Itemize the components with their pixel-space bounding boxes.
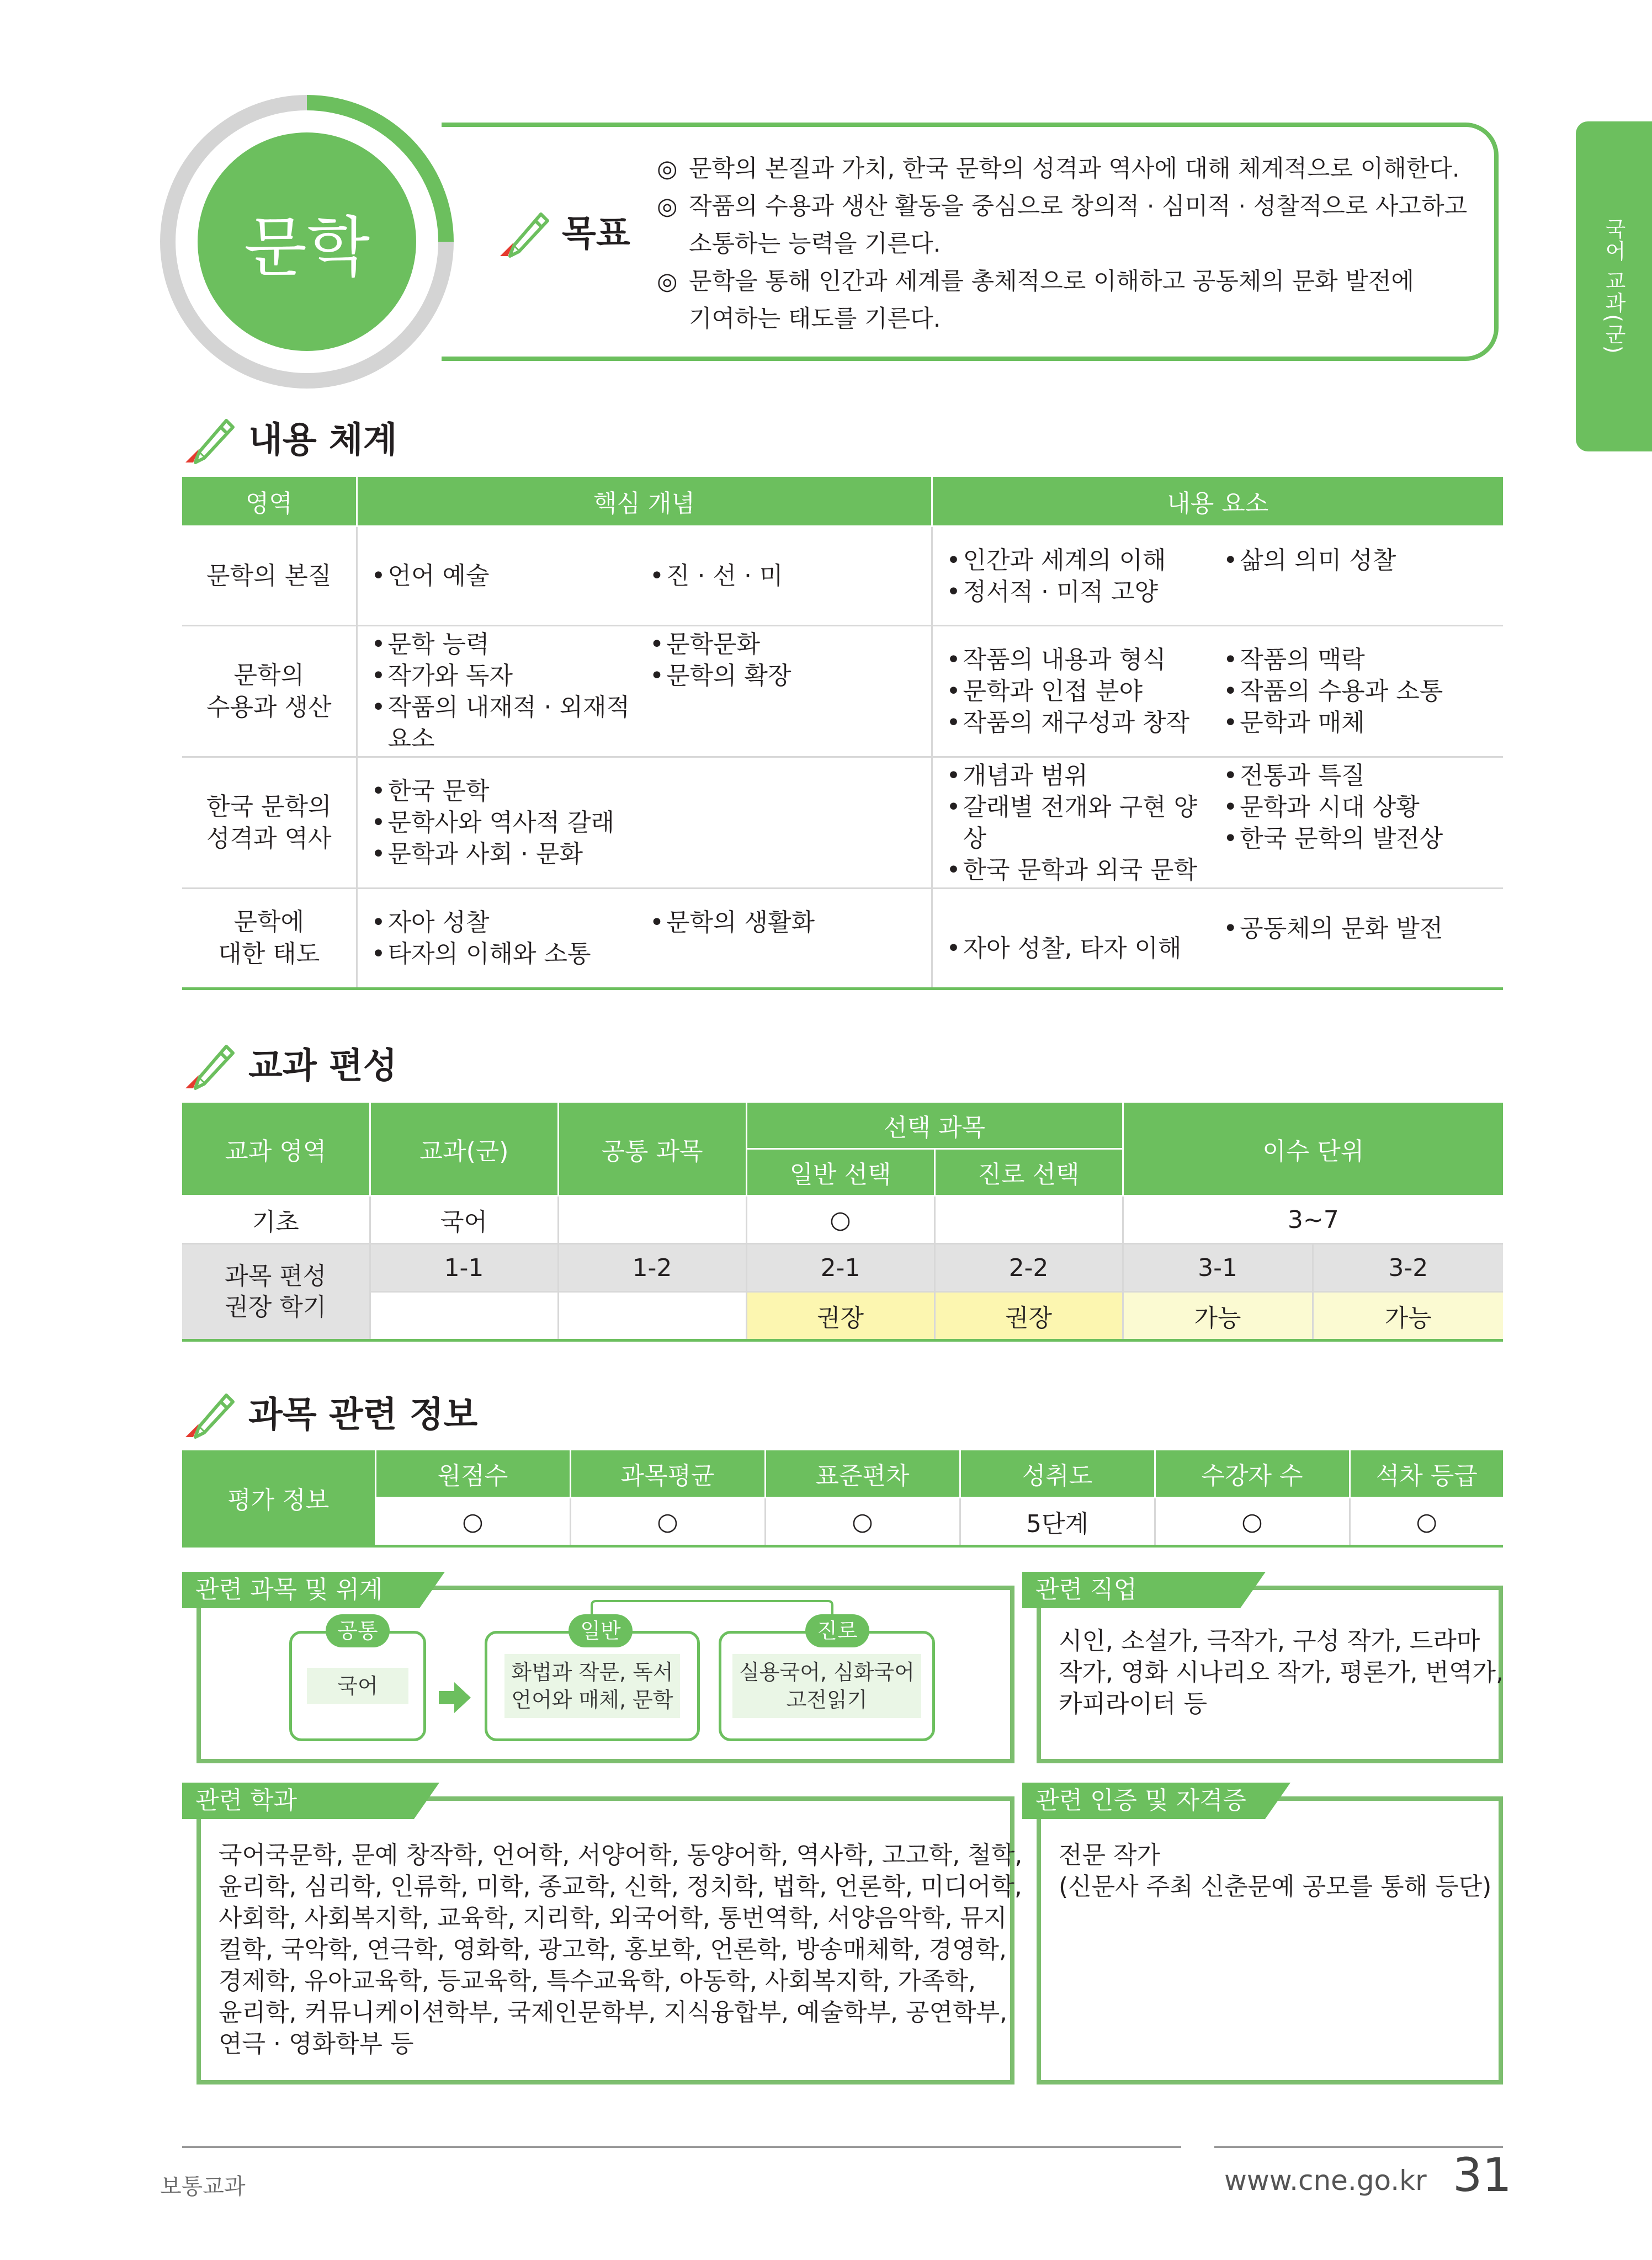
- bullet-list: [371, 560, 645, 592]
- bullet-text: 문학사와 역사적 갈래: [387, 809, 615, 837]
- bullet-marker: •: [1223, 793, 1238, 821]
- bullet-list: [1223, 760, 1495, 886]
- content-elements: [932, 626, 1503, 757]
- header-subject-area: 교과 영역: [182, 1103, 370, 1196]
- bullet-marker: •: [946, 934, 961, 963]
- dept-line: 윤리학, 커뮤니케이션학부, 국제인문학부, 지식융합부, 예술학부, 공연학부,: [219, 1998, 1007, 2027]
- bullet-text: 자아 성찰: [387, 908, 490, 937]
- content-core-grid: [358, 629, 931, 754]
- bullet-item: [947, 545, 1218, 576]
- content-row: [182, 626, 1503, 757]
- header-core: 핵심 개념: [357, 477, 932, 527]
- dept-line: 컬학, 국악학, 연극학, 영화학, 광고학, 홍보학, 언론학, 방송매체학, 경영학,: [219, 1935, 1007, 1964]
- area-line: 문학의 본질: [206, 561, 332, 590]
- arrow-right-icon: [439, 1682, 472, 1713]
- bullet-item: [947, 676, 1218, 707]
- pencil-icon: [182, 1035, 237, 1091]
- bullet-list: [650, 629, 923, 754]
- content-elements: [932, 757, 1503, 889]
- header-general-elective: 일반 선택: [746, 1149, 934, 1196]
- common-label: 공통: [326, 1614, 390, 1647]
- bullet-marker: •: [946, 761, 961, 790]
- cell-subject-group: 국어: [370, 1196, 558, 1244]
- bullet-item: [650, 907, 923, 938]
- bullet-marker: •: [1223, 546, 1238, 575]
- eval-header: 성취도: [960, 1450, 1155, 1498]
- general-label: 일반: [569, 1614, 633, 1647]
- general-course-line: 화법과 작문, 독서: [511, 1660, 673, 1684]
- bullet-marker: •: [371, 940, 386, 968]
- content-elements-grid: [933, 760, 1503, 886]
- content-area: [182, 757, 357, 889]
- job-line: 카피라이터 등: [1059, 1690, 1208, 1718]
- bullet-text: 작품의 내용과 형식: [963, 646, 1166, 674]
- bullet-text: 작품의 재구성과 창작: [963, 709, 1190, 737]
- bullet-text: 문학과 시대 상황: [1240, 793, 1420, 821]
- bullet-marker: •: [946, 646, 961, 674]
- bullet-item: [371, 838, 645, 870]
- cell-recommend: [370, 1292, 558, 1341]
- bullet-list: [650, 775, 923, 870]
- bullet-marker: •: [650, 661, 664, 690]
- cell-common: [558, 1196, 746, 1244]
- bullet-text: 문학과 인접 분야: [963, 677, 1143, 705]
- related-jobs-title: 관련 직업: [1022, 1572, 1240, 1608]
- goal-marker: ◎: [657, 193, 678, 220]
- goal-line: 문학의 본질과 가치, 한국 문학의 성격과 역사에 대해 체계적으로 이해한다.: [689, 155, 1460, 183]
- bullet-item: [650, 660, 923, 692]
- bullet-item: [371, 775, 645, 807]
- bullet-marker: •: [946, 709, 961, 737]
- bullet-item: [1223, 791, 1495, 823]
- cell-semester: 1-1: [370, 1244, 558, 1292]
- goal-item: [657, 188, 1479, 263]
- bullet-item: [947, 933, 1218, 964]
- subject-title: 문학: [198, 132, 416, 351]
- eval-header: 과목평균: [570, 1450, 765, 1498]
- general-courses: [504, 1654, 679, 1718]
- cell-recommend: 권장: [934, 1292, 1123, 1341]
- bullet-list: [947, 933, 1218, 964]
- bullet-item: [371, 692, 645, 754]
- content-elements: [932, 889, 1503, 989]
- bullet-text: 문학의 확장: [666, 661, 792, 690]
- bullet-marker: •: [650, 630, 664, 658]
- cert-line: (신문사 주최 신춘문예 공모를 통해 등단): [1059, 1873, 1492, 1901]
- content-core: [357, 757, 932, 889]
- bullet-item: [947, 644, 1218, 676]
- footer-url[interactable]: www.cne.go.kr: [1224, 2165, 1427, 2197]
- area-line: 문학에: [233, 908, 304, 936]
- cell-recommend: [558, 1292, 746, 1341]
- bullet-item: [947, 707, 1218, 738]
- dept-line: 연극 · 영화학부 등: [219, 2030, 414, 2058]
- bullet-text: 공동체의 문화 발전: [1240, 914, 1443, 943]
- bullet-marker: •: [1223, 914, 1238, 943]
- evaluation-table: [182, 1450, 1503, 1548]
- general-course-line: 언어와 매체, 문학: [511, 1688, 673, 1712]
- bullet-text: 갈래별 전개와 구현 양상: [963, 793, 1197, 853]
- bullet-text: 개념과 범위: [963, 761, 1088, 790]
- bullet-list: [947, 760, 1218, 886]
- eval-value: ○: [1155, 1498, 1350, 1546]
- area-line: 성격과 역사: [206, 824, 332, 853]
- cell-recommend: 가능: [1123, 1292, 1313, 1341]
- career-course-line: 고전읽기: [786, 1688, 868, 1712]
- career-courses: [732, 1654, 921, 1718]
- bullet-text: 정서적 · 미적 고양: [963, 577, 1158, 606]
- bullet-marker: •: [1223, 824, 1238, 853]
- bullet-marker: •: [946, 577, 961, 606]
- eval-label: 평가 정보: [182, 1450, 375, 1546]
- section-title-info: [182, 1384, 478, 1439]
- bullet-text: 문학 능력: [387, 630, 490, 658]
- common-course: 국어: [307, 1668, 408, 1704]
- cell-semester-label: [182, 1244, 370, 1341]
- bullet-marker: •: [1223, 761, 1238, 790]
- pencil-icon: [497, 203, 552, 258]
- pencil-icon: [182, 1384, 237, 1439]
- bullet-text: 문학과 매체: [1240, 709, 1365, 737]
- bullet-marker: •: [1223, 646, 1238, 674]
- section-title-text: 과목 관련 정보: [248, 1395, 478, 1435]
- eval-header: 수강자 수: [1155, 1450, 1350, 1498]
- bullet-marker: •: [1223, 677, 1238, 705]
- dept-line: 국어국문학, 문예 창작학, 언어학, 서양어학, 동양어학, 역사학, 고고학, 철학,: [219, 1841, 1023, 1869]
- semester-label-line: 과목 편성: [225, 1262, 327, 1290]
- bullet-marker: •: [371, 840, 386, 868]
- dept-line: 사회학, 사회복지학, 교육학, 지리학, 외국어학, 통번역학, 서양음악학, 뮤지: [219, 1904, 1007, 1932]
- bullet-text: 문학문화: [666, 630, 761, 658]
- bullet-item: [947, 760, 1218, 791]
- cell-recommend: 가능: [1313, 1292, 1503, 1341]
- bullet-list: [371, 775, 645, 870]
- bullet-item: [371, 560, 645, 592]
- career-label: 진로: [805, 1614, 869, 1647]
- bullet-list: [1223, 644, 1495, 738]
- related-certifications-text: [1059, 1839, 1491, 1902]
- common-course-box: [289, 1631, 426, 1741]
- footer-section-name: 보통교과: [160, 2174, 246, 2199]
- bullet-list: [371, 907, 645, 970]
- header-elective-course: 선택 과목: [746, 1103, 1123, 1149]
- bullet-text: 삶의 의미 성찰: [1240, 546, 1396, 575]
- related-departments-text: [219, 1839, 1022, 2060]
- bullet-marker: •: [371, 630, 386, 658]
- org-row-recommend: [182, 1292, 1503, 1341]
- area-line: 대한 태도: [218, 940, 320, 968]
- bullet-list: [1223, 913, 1495, 964]
- bullet-marker: •: [650, 562, 664, 590]
- section-title-text: 교과 편성: [248, 1046, 397, 1087]
- semester-label-line: 권장 학기: [225, 1293, 327, 1321]
- bullet-text: 문학과 사회 · 문화: [387, 840, 583, 868]
- bullet-text: 자아 성찰, 타자 이해: [963, 934, 1182, 963]
- content-row: [182, 889, 1503, 989]
- bullet-text: 작품의 내재적 · 외재적 요소: [387, 693, 630, 753]
- org-header-row: [182, 1103, 1503, 1149]
- bullet-item: [1223, 760, 1495, 791]
- bullet-text: 언어 예술: [387, 562, 490, 590]
- content-core-grid: [358, 560, 931, 592]
- bullet-list: [650, 907, 923, 970]
- bullet-item: [650, 629, 923, 660]
- cell-semester: 2-2: [934, 1244, 1123, 1292]
- content-row: [182, 757, 1503, 889]
- content-core-grid: [358, 775, 931, 870]
- dept-line: 윤리학, 심리학, 인류학, 미학, 종교학, 신학, 정치학, 법학, 언론학, 미디어학,: [219, 1873, 1022, 1901]
- content-row: [182, 527, 1503, 626]
- bullet-text: 진 · 선 · 미: [666, 562, 783, 590]
- eval-value: ○: [570, 1498, 765, 1546]
- bullet-item: [1223, 823, 1495, 854]
- content-elements-grid: [933, 644, 1503, 738]
- bullet-item: [371, 807, 645, 838]
- header-elements: 내용 요소: [932, 477, 1503, 527]
- bullet-marker: •: [946, 546, 961, 575]
- bullet-item: [1223, 913, 1495, 944]
- bullet-text: 한국 문학의 발전상: [1240, 824, 1443, 853]
- area-line: 수용과 생산: [206, 693, 332, 721]
- goal-line: 소통하는 능력을 기른다.: [689, 230, 941, 258]
- related-jobs-text: [1059, 1625, 1504, 1720]
- goal-item: [657, 150, 1479, 188]
- bullet-marker: •: [946, 855, 961, 884]
- area-line: 한국 문학의: [206, 792, 332, 821]
- cell-semester: 3-1: [1123, 1244, 1313, 1292]
- area-line: 문학의: [233, 661, 304, 689]
- goal-line: 작품의 수용과 생산 활동을 중심으로 창의적 · 심미적 · 성찰적으로 사고하고: [689, 193, 1468, 220]
- cell-general: ○: [746, 1196, 934, 1244]
- content-table: [182, 477, 1503, 990]
- bullet-marker: •: [371, 562, 386, 590]
- content-elements: [932, 527, 1503, 626]
- related-certifications-title: 관련 인증 및 자격증: [1022, 1783, 1265, 1819]
- goal-item: [657, 263, 1479, 338]
- bullet-text: 작품의 맥락: [1240, 646, 1365, 674]
- bullet-item: [371, 938, 645, 970]
- career-course-box: [719, 1631, 935, 1741]
- bullet-marker: •: [946, 677, 961, 705]
- bullet-item: [947, 791, 1218, 854]
- goal-line: 문학을 통해 인간과 세계를 총체적으로 이해하고 공동체의 문화 발전에: [689, 268, 1414, 295]
- dept-line: 경제학, 유아교육학, 등교육학, 특수교육학, 아동학, 사회복지학, 가족학,: [219, 1967, 976, 1995]
- content-table-header: [182, 477, 1503, 527]
- eval-value-row: [182, 1498, 1503, 1546]
- bullet-text: 문학의 생활화: [666, 908, 815, 937]
- eval-header: 원점수: [375, 1450, 570, 1498]
- bullet-text: 한국 문학과 외국 문학: [963, 855, 1197, 884]
- bullet-item: [1223, 707, 1495, 738]
- bullet-item: [371, 629, 645, 660]
- header-common-course: 공통 과목: [558, 1103, 746, 1196]
- eval-value: ○: [375, 1498, 570, 1546]
- bullet-item: [371, 660, 645, 692]
- section-title-content: [182, 410, 397, 465]
- cell-semester: 2-1: [746, 1244, 934, 1292]
- bullet-text: 인간과 세계의 이해: [963, 546, 1166, 575]
- header-subject-group: 교과(군): [370, 1103, 558, 1196]
- organization-table: [182, 1103, 1503, 1342]
- cell-semester: 3-2: [1313, 1244, 1503, 1292]
- related-departments-title: 관련 학과: [182, 1783, 414, 1819]
- bullet-marker: •: [650, 908, 664, 937]
- bullet-item: [650, 560, 923, 592]
- content-area: [182, 626, 357, 757]
- org-row-semester: [182, 1244, 1503, 1292]
- bullet-text: 작품의 수용과 소통: [1240, 677, 1443, 705]
- related-courses-title: 관련 과목 및 위계: [182, 1572, 419, 1608]
- cert-line: 전문 작가: [1059, 1841, 1161, 1869]
- general-course-box: [485, 1631, 700, 1741]
- bullet-list: [947, 545, 1218, 608]
- eval-value: ○: [765, 1498, 960, 1546]
- section-title-text: 내용 체계: [248, 420, 397, 461]
- bullet-list: [371, 629, 645, 754]
- eval-header: 표준편차: [765, 1450, 960, 1498]
- goal-marker: ◎: [657, 155, 678, 183]
- eval-header-row: [182, 1450, 1503, 1498]
- org-row-basic: [182, 1196, 1503, 1244]
- content-core: [357, 626, 932, 757]
- content-area: [182, 527, 357, 626]
- header-area: 영역: [182, 477, 357, 527]
- cell-recommend: 권장: [746, 1292, 934, 1341]
- bullet-item: [947, 576, 1218, 608]
- header-career-elective: 진로 선택: [934, 1149, 1123, 1196]
- cell-career: [934, 1196, 1123, 1244]
- content-core: [357, 889, 932, 989]
- header-credit-units: 이수 단위: [1123, 1103, 1503, 1196]
- bullet-marker: •: [1223, 709, 1238, 737]
- bullet-marker: •: [371, 661, 386, 690]
- content-core: [357, 527, 932, 626]
- bullet-item: [947, 854, 1218, 886]
- bullet-text: 타자의 이해와 소통: [387, 940, 591, 968]
- cell-semester: 1-2: [558, 1244, 746, 1292]
- page-number: 31: [1453, 2148, 1512, 2202]
- bullet-text: 한국 문학: [387, 777, 490, 805]
- bullet-marker: •: [371, 777, 386, 805]
- bullet-list: [650, 560, 923, 592]
- bullet-marker: •: [371, 908, 386, 937]
- bullet-marker: •: [946, 793, 961, 821]
- cell-area: 기초: [182, 1196, 370, 1244]
- content-elements-grid: [933, 545, 1503, 608]
- career-course-line: 실용국어, 심화국어: [739, 1660, 915, 1684]
- job-line: 작가, 영화 시나리오 작가, 평론가, 번역가,: [1059, 1658, 1504, 1687]
- bullet-list: [1223, 545, 1495, 608]
- content-elements-grid: [933, 913, 1503, 964]
- bullet-list: [947, 644, 1218, 738]
- goal-label: [497, 203, 630, 258]
- goal-marker: ◎: [657, 268, 678, 295]
- bullet-text: 전통과 특질: [1240, 761, 1365, 790]
- bullet-item: [371, 907, 645, 938]
- section-title-organization: [182, 1035, 397, 1091]
- pencil-icon: [182, 410, 237, 465]
- eval-header: 석차 등급: [1350, 1450, 1503, 1498]
- goal-line: 기여하는 태도를 기른다.: [689, 305, 941, 333]
- bullet-text: 작가와 독자: [387, 661, 513, 690]
- eval-value: 5단계: [960, 1498, 1155, 1546]
- bullet-item: [1223, 676, 1495, 707]
- eval-value: ○: [1350, 1498, 1503, 1546]
- bullet-marker: •: [371, 809, 386, 837]
- footer-divider: [182, 2146, 1181, 2148]
- side-tab[interactable]: 국어 교과(군): [1576, 121, 1652, 451]
- bullet-item: [1223, 644, 1495, 676]
- bullet-marker: •: [371, 693, 386, 721]
- goal-label-text: 목표: [562, 214, 630, 254]
- content-area: [182, 889, 357, 989]
- content-core-grid: [358, 907, 931, 970]
- cell-units: 3~7: [1123, 1196, 1503, 1244]
- goal-list: [657, 150, 1479, 338]
- bullet-item: [1223, 545, 1495, 576]
- job-line: 시인, 소설가, 극작가, 구성 작가, 드라마: [1059, 1627, 1480, 1655]
